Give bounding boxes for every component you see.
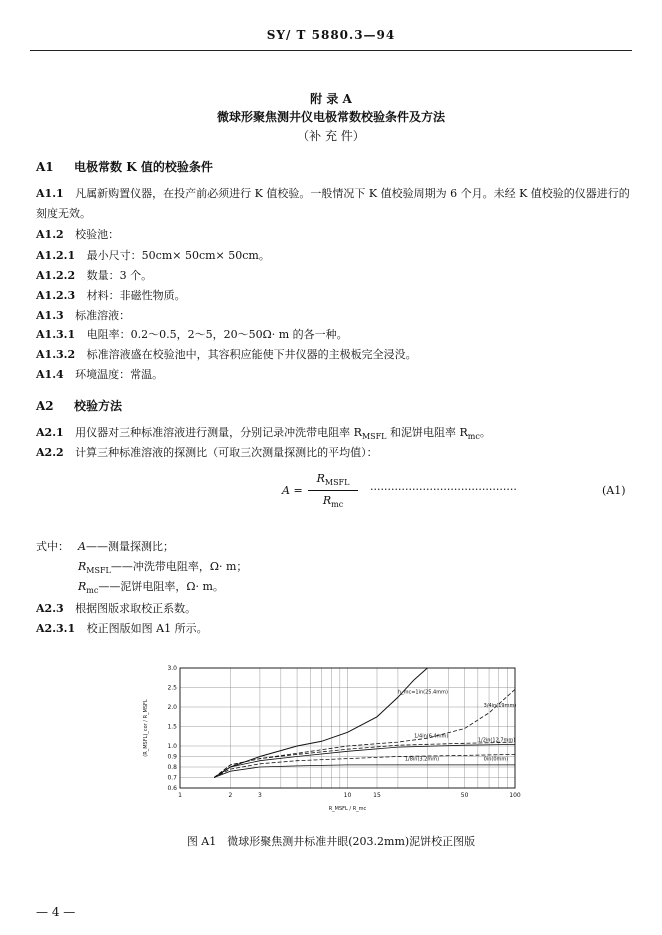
where-subscript: MSFL (86, 566, 111, 576)
where-item (78, 538, 174, 554)
y-tick-label: 0.8 (167, 764, 177, 771)
series-line (214, 742, 515, 777)
y-tick-label: 0.9 (167, 753, 177, 761)
para-text: 最小尺寸：50cm× 50cm× 50cm。 (86, 249, 270, 262)
series-label: 1/2in(12.7mm) (477, 737, 516, 744)
page-number: — 4 — (36, 905, 76, 919)
subscript: MSFL (361, 432, 387, 442)
para-text: 。 (479, 426, 491, 439)
para-text: 用仪器对三种标准溶液进行测量，分别记录冲洗带电阻率 R (75, 426, 362, 439)
para-a1-2-2 (36, 267, 152, 283)
para-num: A2.2 (36, 446, 64, 459)
para-text: 数量：3 个。 (86, 269, 153, 282)
para-num: A2.3 (36, 602, 64, 615)
x-tick-label: 10 (343, 792, 352, 799)
x-tick-label: 3 (258, 792, 262, 799)
para-text: 根据图版求取校正系数。 (75, 602, 197, 615)
para-a1-2 (36, 226, 119, 242)
series-label: 3/4in(19mm) (483, 703, 517, 709)
y-tick-label: 0.6 (167, 785, 177, 792)
series-label: 1/8in(3.2mm) (404, 756, 440, 763)
para-num: A1.2 (36, 228, 64, 241)
header-rule (30, 50, 632, 51)
para-text: 环境温度：常温。 (75, 368, 164, 381)
y-tick-label: 1.0 (167, 743, 177, 750)
formula-subscript: mc (331, 500, 344, 510)
para-text: 凡属新购置仪器，在投产前必须进行 K 值校验。一般情况下 K 值校验周期为 6 个月。未经 K 值校验的仪器进行的刻度无效。 (36, 187, 630, 220)
para-num: A1.2.3 (36, 289, 76, 302)
para-a2-3 (36, 600, 196, 616)
para-num: A2.1 (36, 426, 64, 439)
para-a1-2-1 (36, 247, 270, 263)
where-symbol: A (78, 540, 86, 553)
para-a2-2 (36, 444, 378, 460)
figure-caption: 图 A1 微球形聚焦测井标准井眼(203.2mm)泥饼校正图版 (186, 835, 476, 848)
para-text: 电阻率：0.2～0.5，2～5，20～50Ω· m 的各一种。 (86, 328, 348, 341)
x-tick-label: 1 (178, 792, 182, 799)
para-text: 材料：非磁性物质。 (86, 289, 186, 302)
para-num: A1.1 (36, 187, 64, 200)
appendix-note: （补 充 件） (297, 129, 365, 143)
where-intro: 式中： (36, 540, 69, 553)
x-axis-label: R_MSFL / R_mc (328, 806, 367, 812)
formula-tag: (A1) (602, 484, 626, 497)
where-symbol: R (78, 580, 87, 593)
para-a2-3-1 (36, 620, 208, 636)
para-a1-4 (36, 366, 163, 382)
section-num: A1 (36, 160, 54, 174)
formula-subscript: MSFL (324, 478, 350, 488)
para-a1-1 (36, 184, 631, 224)
para-text: 和泥饼电阻率 R (386, 426, 468, 439)
para-num: A1.3.1 (36, 328, 76, 341)
x-tick-label: 15 (373, 792, 381, 799)
where-item (78, 578, 224, 595)
formula-symbol: R (316, 472, 325, 485)
para-a1-3-2 (36, 346, 417, 362)
correction-chart (135, 660, 530, 820)
para-num: A1.3.2 (36, 348, 76, 361)
para-text: 标准溶液盛在校验池中，其容积应能使下井仪器的主极板完全浸没。 (86, 348, 417, 361)
section-a1 (36, 158, 213, 175)
section-a2 (36, 397, 122, 414)
fraction-bar (308, 490, 358, 491)
formula-numerator (305, 472, 361, 487)
para-text: 校验池： (75, 228, 120, 241)
where-item (78, 558, 247, 575)
y-tick-label: 3.0 (167, 665, 177, 672)
formula-leader-dots: ·········································· (370, 483, 517, 496)
y-tick-label: 0.7 (167, 774, 177, 782)
standard-number: SY/ T 5880.3—94 (266, 28, 396, 42)
appendix-label: 附 录 A (310, 92, 352, 106)
para-num: A1.2.2 (36, 269, 76, 282)
x-tick-label: 100 (509, 792, 521, 799)
y-tick-label: 2.0 (167, 704, 177, 711)
where-symbol: R (78, 560, 87, 573)
series-line (214, 689, 515, 777)
where-desc: ——冲洗带电阻率，Ω· m； (110, 560, 248, 573)
y-tick-label: 2.5 (167, 684, 177, 692)
chart-labels (143, 665, 521, 812)
series-label: 0in(0mm) (483, 756, 509, 763)
para-a1-3 (36, 307, 130, 323)
y-tick-label: 1.5 (167, 723, 177, 731)
subscript: mc (467, 432, 480, 442)
section-text: 校验方法 (74, 399, 123, 413)
series-line (214, 668, 427, 778)
series-line (214, 754, 515, 777)
formula-symbol: R (322, 494, 332, 507)
where-desc: ——测量探测比； (85, 540, 174, 553)
where-subscript: mc (86, 586, 99, 596)
para-a2-1 (36, 424, 491, 441)
para-text: 校正图版如图 A1 所示。 (86, 622, 208, 635)
para-a1-3-1 (36, 326, 348, 342)
series-line (214, 744, 515, 777)
series-label: 1/4in(6.4mm) (414, 733, 449, 740)
formula-denominator (305, 494, 361, 509)
para-text: 计算三种标准溶液的探测比（可取三次测量探测比的平均值）： (75, 446, 378, 459)
x-tick-label: 2 (228, 792, 233, 799)
para-num: A1.3 (36, 309, 64, 322)
appendix-title: 微球形聚焦测井仪电极常数校验条件及方法 (216, 110, 445, 124)
para-num: A1.2.1 (36, 249, 76, 262)
x-tick-label: 50 (460, 792, 469, 799)
formula-lhs: A = (282, 484, 303, 497)
series-label: h_mc=1in(25.4mm) (397, 689, 448, 696)
section-text: 电极常数 K 值的校验条件 (74, 160, 213, 174)
where-desc: ——泥饼电阻率，Ω· m。 (98, 580, 224, 593)
y-axis-label: (R_MSFL)_cor / R_MSFL (143, 699, 149, 757)
chart-series (214, 668, 515, 778)
para-num: A1.4 (36, 368, 64, 381)
para-text: 标准溶液： (75, 309, 131, 322)
para-a1-2-3 (36, 287, 186, 303)
para-num: A2.3.1 (36, 622, 76, 635)
section-num: A2 (36, 399, 54, 413)
